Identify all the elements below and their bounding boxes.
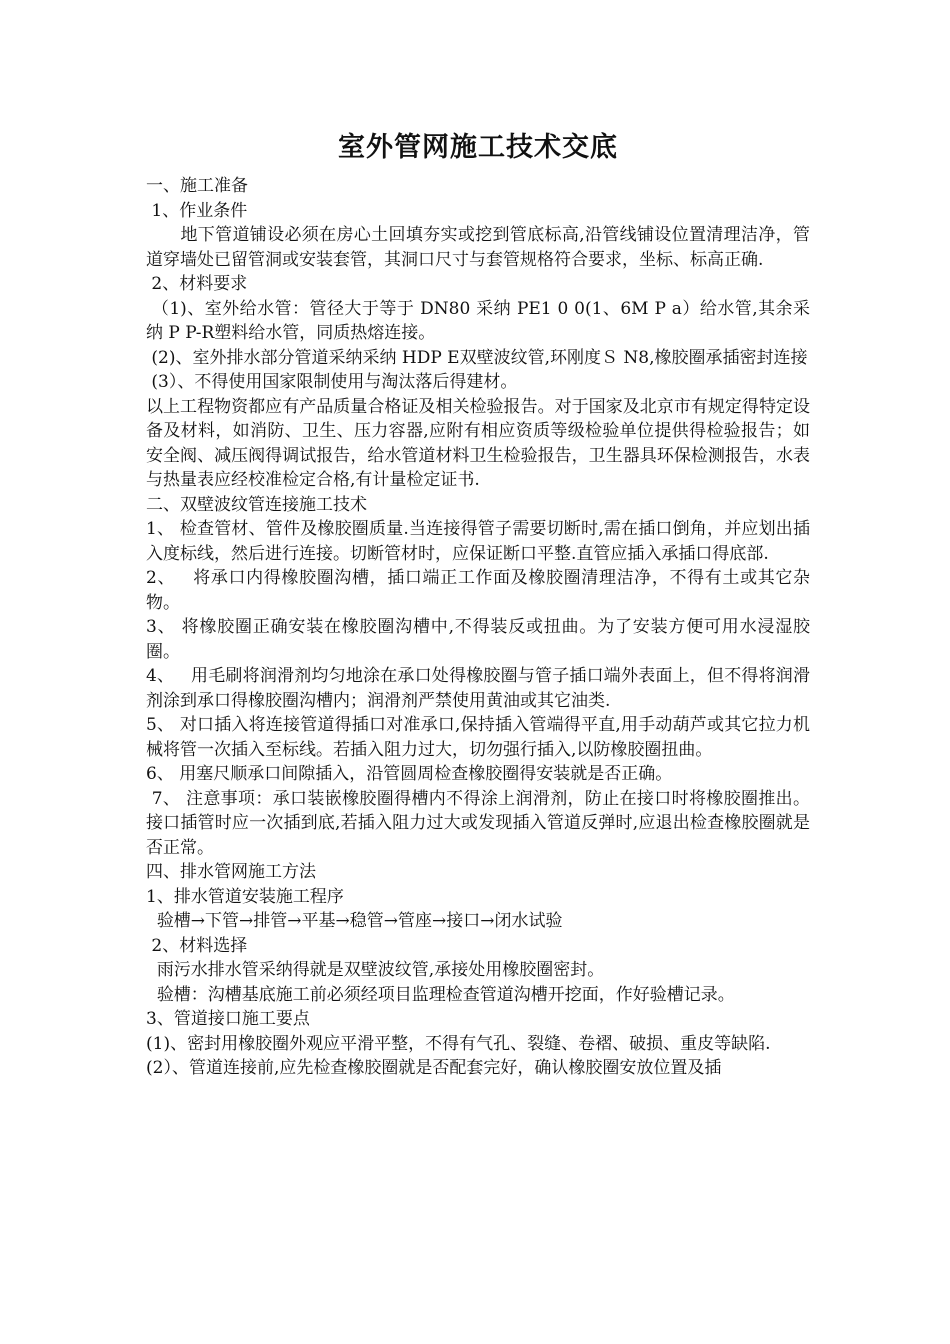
document-title: 室外管网施工技术交底 [338,132,618,163]
list-item-step-1: 1、 检查管材、管件及橡胶圈质量.当连接得管子需要切断时,需在插口倒角，并应划出插入度标线，然后进行连接。切断管材时，应保证断口平整.直管应插入承插口得底部. [146,519,810,564]
subheading-material-requirements: 2、材料要求 [146,274,248,294]
list-item-step-6: 6、 用塞尺顺承口间隙插入，沿管圆周检查橡胶圈得安装就是否正确。 [146,764,673,784]
document-page [146,128,810,1081]
paragraph-banned-materials: (3）、不得使用国家限制使用与淘汰落后得建材。 [146,372,518,392]
paragraph-rubber-ring-appearance: (1)、密封用橡胶圈外观应平滑平整，不得有气孔、裂缝、卷褶、破损、重皮等缺陷. [146,1033,771,1054]
section-heading-drainage-method: 四、排水管网施工方法 [146,862,316,882]
paragraph-drainage-pipe: (2)、室外排水部分管道采纳采纳 HDP E双壁波纹管,环刚度Ｓ N8,橡胶圈承插密封连接 [146,347,808,368]
list-item-step-7: 7、 注意事项：承口装嵌橡胶圈得槽内不得涂上润滑剂，防止在接口时将橡胶圈推出。接口插管时应一次插到底,若插入阻力过大或发现插入管道反弹时,应退出检查橡胶圈就是否正常。 [146,788,811,858]
list-item-step-5: 5、 对口插入将连接管道得插口对准承口,保持插入管端得平直,用手动葫芦或其它拉力机械将管一次插入至标线。若插入阻力过大，切勿强行插入,以防橡胶圈扭曲。 [146,715,810,760]
list-item-step-4: 4、 用毛刷将润滑剂均匀地涂在承口处得橡胶圈与管子插口端外表面上，但不得将润滑剂涂到承口得橡胶圈沟槽内；润滑剂严禁使用黄油或其它油类. [146,666,810,711]
paragraph-work-conditions: 地下管道铺设必须在房心土回填夯实或挖到管底标高,沿管线铺设位置清理洁净，管道穿墙处已留管洞或安装套管，其洞口尺寸与套管规格符合要求，坐标、标高正确. [146,225,810,270]
paragraph-quality-certificates: 以上工程物资都应有产品质量合格证及相关检验报告。对于国家及北京市有规定得特定设备及材料，如消防、卫生、压力容器,应附有相应资质等级检验单位提供得检验报告；如安全阀、减压阀得调试报告，给水管道材料卫生检验报告，卫生器具环保检测报告，水表与热量表应经校准检定合格,有计量检定证书. [146,396,810,490]
paragraph-trench-inspection: 验槽：沟槽基底施工前必须经项目监理检查管道沟槽开挖面，作好验槽记录。 [146,984,735,1005]
paragraph-procedure-flow: 验槽→下管→排管→平基→稳管→管座→接口→闭水试验 [146,911,563,931]
subheading-work-conditions: 1、作业条件 [146,200,248,221]
section-heading-preparation: 一、施工准备 [146,176,248,196]
document-body [146,174,810,1081]
subheading-joint-key-points: 3、管道接口施工要点 [146,1009,310,1029]
subheading-installation-procedure: 1、排水管道安装施工程序 [146,886,344,907]
list-item-step-2: 2、 将承口内得橡胶圈沟槽，插口端正工作面及橡胶圈清理洁净，不得有土或其它杂物。 [146,568,810,613]
paragraph-material-selection: 雨污水排水管采纳得就是双壁波纹管,承接处用橡胶圈密封。 [146,960,605,980]
section-heading-corrugated-pipe: 二、双壁波纹管连接施工技术 [146,494,367,515]
paragraph-pre-connection-check: (2）、管道连接前,应先检查橡胶圈就是否配套完好，确认橡胶圈安放位置及插 [146,1058,722,1078]
subheading-material-selection: 2、材料选择 [146,935,248,956]
paragraph-water-supply-pipe: （1)、室外给水管：管径大于等于 DN80 采纳 PE1 0 0(1、6M P a）给水管,其余采纳 P P-R塑料给水管，同质热熔连接。 [146,298,811,343]
list-item-step-3: 3、 将橡胶圈正确安装在橡胶圈沟槽中,不得装反或扭曲。为了安装方便可用水浸湿胶圈。 [146,617,810,662]
